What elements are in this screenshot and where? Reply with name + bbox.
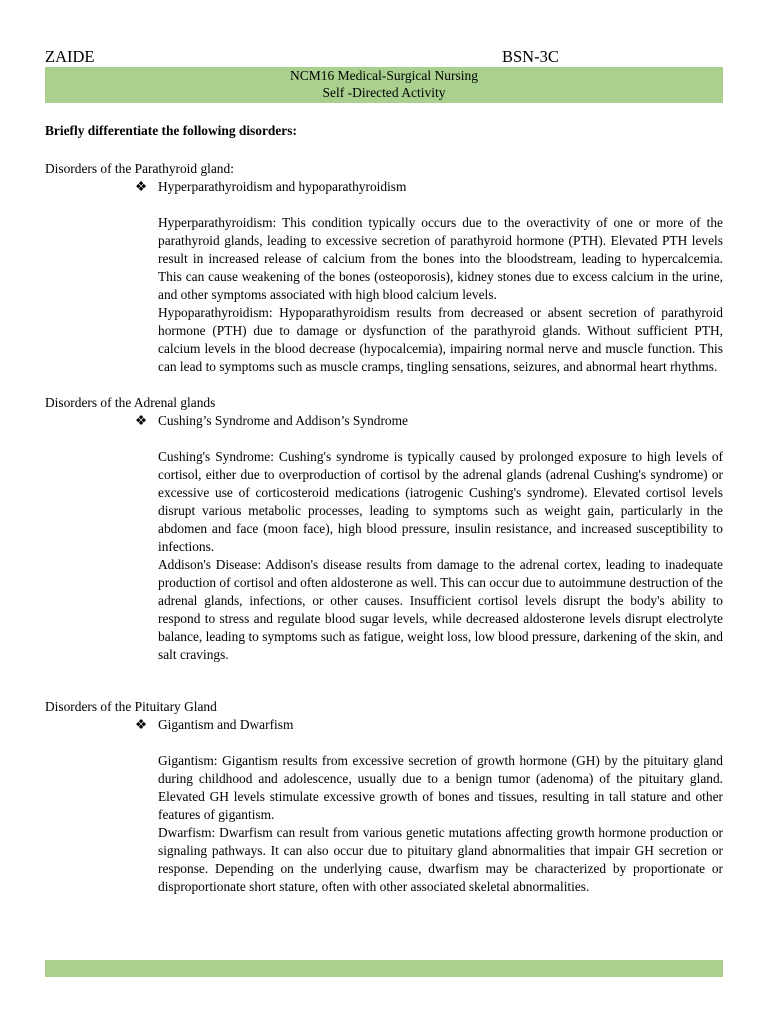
diamond-bullet-icon: ❖ [135, 717, 148, 732]
student-name: ZAIDE [45, 47, 95, 66]
section-body [158, 752, 723, 896]
bullet-text: Gigantism and Dwarfism [158, 717, 294, 732]
instruction-heading: Briefly differentiate the following disorders: [45, 123, 297, 138]
bullet-item [135, 178, 723, 196]
spacer [45, 664, 723, 698]
student-section: BSN-3C [502, 47, 559, 66]
paragraph: Dwarfism: Dwarfism can result from various genetic mutations affecting growth hormone production or signaling pathways. It can also occur due to pituitary gland abnormalities that impair GH secretion or response. Depending on the underlying cause, dwarfism may be characterized by proportionate or disproportionate short stature, often with other associated skeletal abnormalities. [158, 825, 723, 894]
diamond-bullet-icon: ❖ [135, 179, 148, 194]
paragraph: Gigantism: Gigantism results from excessive secretion of growth hormone (GH) by the pituitary gland during childhood and adolescence, usually due to a benign tumor (adenoma) of the pituitary gland. Elevated GH levels stimulate excessive growth of bones and tissues, resulting in tall stature and other features of gigantism. [158, 753, 723, 822]
document-content [45, 122, 723, 896]
footer-bar [45, 960, 723, 977]
course-title: NCM16 Medical-Surgical Nursing [290, 68, 478, 83]
section-body [158, 214, 723, 376]
paragraph: Addison's Disease: Addison's disease results from damage to the adrenal cortex, leading to inadequate production of cortisol and often aldosterone as well. This can occur due to autoimmune destruction of the adrenal glands, infections, or other causes. Insufficient cortisol levels disrupt the body's ability to respond to stress and regulate blood sugar levels, while decreased aldosterone levels disrupt electrolyte balance, leading to symptoms such as fatigue, weight loss, low blood pressure, darkening of the skin, and salt cravings. [158, 557, 723, 662]
activity-title: Self -Directed Activity [322, 85, 446, 100]
paragraph: Hyperparathyroidism: This condition typically occurs due to the overactivity of one or more of the parathyroid glands, leading to excessive secretion of parathyroid hormone (PTH). Elevated PTH levels result in increased release of calcium from the bones into the bloodstream, leading to hypercalcemia. This can cause weakening of the bones (osteoporosis), kidney stones due to excess calcium in the urine, and other symptoms associated with high blood calcium levels. [158, 215, 723, 302]
paragraph: Cushing's Syndrome: Cushing's syndrome is typically caused by prolonged exposure to high levels of cortisol, either due to overproduction of cortisol by the adrenal glands (adrenal Cushing's syndrome) or excessive use of corticosteroid medications (iatrogenic Cushing's syndrome). Elevated cortisol levels disrupt various metabolic processes, leading to symptoms such as weight gain, particularly in the abdomen and face (moon face), high blood pressure, insulin resistance, and increased susceptibility to infections. [158, 449, 723, 554]
bullet-text: Hyperparathyroidism and hypoparathyroidism [158, 179, 407, 194]
section-parathyroid [45, 160, 723, 376]
paragraph: Hypoparathyroidism: Hypoparathyroidism results from decreased or absent secretion of parathyroid hormone (PTH) due to damage or dysfunction of the parathyroid glands. Without sufficient PTH, calcium levels in the blood decrease (hypocalcemia), impairing normal nerve and muscle function. This can lead to symptoms such as muscle cramps, tingling sensations, seizures, and abnormal heart rhythms. [158, 305, 723, 374]
diamond-bullet-icon: ❖ [135, 413, 148, 428]
section-body [158, 448, 723, 664]
bullet-item [135, 412, 723, 430]
bullet-item [135, 716, 723, 734]
spacer [45, 376, 723, 394]
section-title: Disorders of the Adrenal glands [45, 395, 216, 410]
section-title: Disorders of the Parathyroid gland: [45, 161, 234, 176]
section-pituitary [45, 698, 723, 896]
section-adrenal [45, 394, 723, 664]
bullet-text: Cushing’s Syndrome and Addison’s Syndrome [158, 413, 408, 428]
header-row [45, 47, 723, 67]
section-title: Disorders of the Pituitary Gland [45, 699, 217, 714]
title-banner [45, 67, 723, 103]
